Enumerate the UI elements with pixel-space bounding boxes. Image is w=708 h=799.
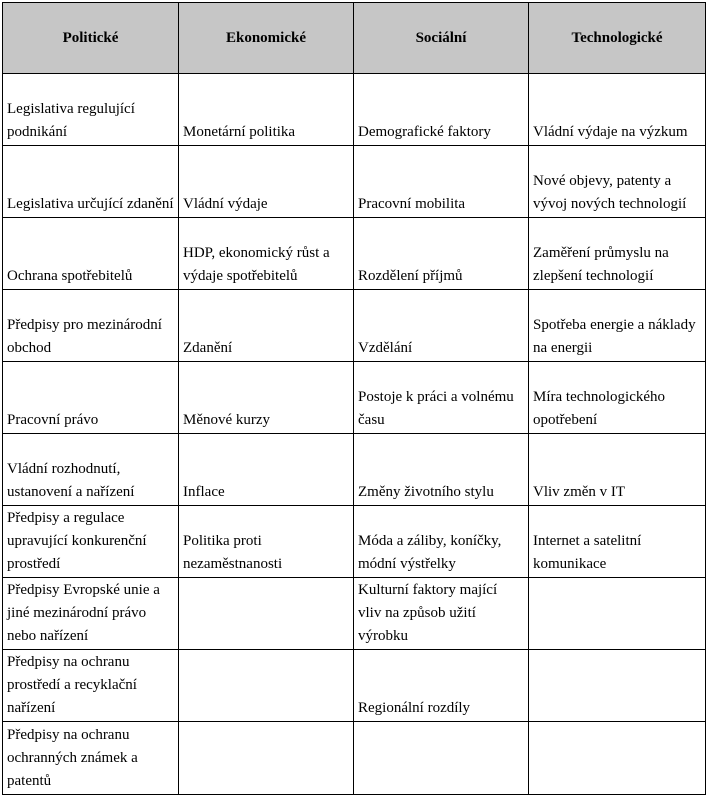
header-economic: Ekonomické xyxy=(179,3,354,74)
table-row xyxy=(3,362,706,434)
table-row xyxy=(3,218,706,290)
table-cell: Předpisy pro mezinárodní obchod xyxy=(3,290,179,362)
table-cell: Spotřeba energie a náklady na energii xyxy=(529,290,706,362)
pest-table xyxy=(2,2,706,795)
table-cell: Internet a satelitní komunikace xyxy=(529,506,706,578)
table-cell: Legislativa regulující podnikání xyxy=(3,74,179,146)
table-cell: Předpisy na ochranu ochranných známek a patentů xyxy=(3,722,179,795)
table-cell: Rozdělení příjmů xyxy=(354,218,529,290)
table-cell: Předpisy na ochranu prostředí a recyklační nařízení xyxy=(3,650,179,722)
table-cell: Demografické faktory xyxy=(354,74,529,146)
table-cell: Legislativa určující zdanění xyxy=(3,146,179,218)
table-cell: Zaměření průmyslu na zlepšení technologií xyxy=(529,218,706,290)
table-cell: Politika proti nezaměstnanosti xyxy=(179,506,354,578)
table-cell: Postoje k práci a volnému času xyxy=(354,362,529,434)
table-cell: Regionální rozdíly xyxy=(354,650,529,722)
header-social: Sociální xyxy=(354,3,529,74)
table-cell: Předpisy a regulace upravující konkurenční prostředí xyxy=(3,506,179,578)
header-technological: Technologické xyxy=(529,3,706,74)
table-cell: Vládní výdaje na výzkum xyxy=(529,74,706,146)
table-cell: Pracovní právo xyxy=(3,362,179,434)
table-row xyxy=(3,506,706,578)
table-cell: HDP, ekonomický růst a výdaje spotřebitelů xyxy=(179,218,354,290)
table-row xyxy=(3,434,706,506)
table-cell: Měnové kurzy xyxy=(179,362,354,434)
table-cell: Nové objevy, patenty a vývoj nových technologií xyxy=(529,146,706,218)
table-row xyxy=(3,146,706,218)
table-row xyxy=(3,650,706,722)
table-cell xyxy=(529,578,706,650)
table-cell: Předpisy Evropské unie a jiné mezinárodní právo nebo nařízení xyxy=(3,578,179,650)
table-cell: Vládní výdaje xyxy=(179,146,354,218)
header-row xyxy=(3,3,706,74)
table-cell xyxy=(179,722,354,795)
table-cell: Vzdělání xyxy=(354,290,529,362)
header-political: Politické xyxy=(3,3,179,74)
table-cell: Monetární politika xyxy=(179,74,354,146)
table-cell: Vliv změn v IT xyxy=(529,434,706,506)
table-cell xyxy=(529,650,706,722)
table-cell: Vládní rozhodnutí, ustanovení a nařízení xyxy=(3,434,179,506)
table-cell: Inflace xyxy=(179,434,354,506)
table-cell: Zdanění xyxy=(179,290,354,362)
table-cell xyxy=(179,578,354,650)
table-row xyxy=(3,722,706,795)
table-cell: Změny životního stylu xyxy=(354,434,529,506)
table-cell: Pracovní mobilita xyxy=(354,146,529,218)
table-cell: Ochrana spotřebitelů xyxy=(3,218,179,290)
table-row xyxy=(3,578,706,650)
table-cell: Kulturní faktory mající vliv na způsob užití výrobku xyxy=(354,578,529,650)
table-cell xyxy=(354,722,529,795)
table-cell xyxy=(179,650,354,722)
table-row xyxy=(3,74,706,146)
table-cell xyxy=(529,722,706,795)
table-cell: Móda a záliby, koníčky, módní výstřelky xyxy=(354,506,529,578)
table-cell: Míra technologického opotřebení xyxy=(529,362,706,434)
table-row xyxy=(3,290,706,362)
